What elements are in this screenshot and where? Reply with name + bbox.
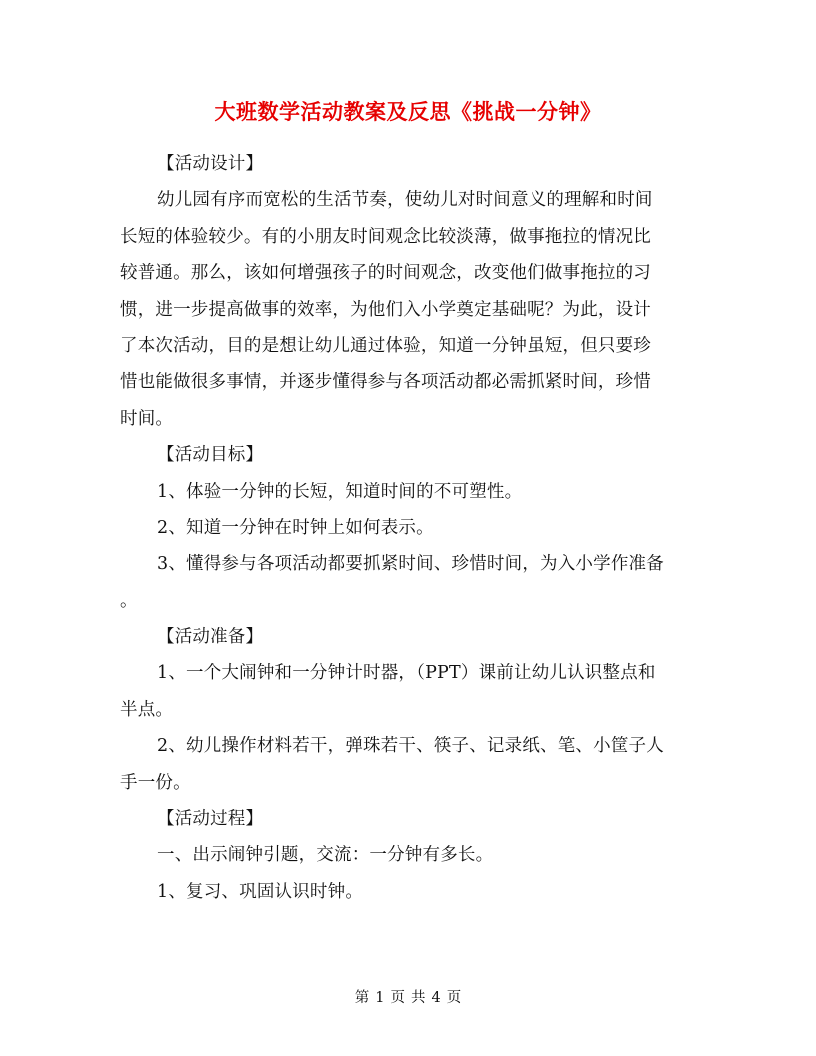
footer-page-current: 1 <box>375 990 385 1006</box>
paragraph-line: 。 <box>120 590 138 611</box>
paragraph-line: 了本次活动，目的是想让幼儿通过体验，知道一分钟虽短，但只要珍 <box>120 335 651 356</box>
paragraph-line: 惜也能做很多事情，并逐步懂得参与各项活动都必需抓紧时间，珍惜 <box>120 372 651 393</box>
paragraph-line: 半点。 <box>120 699 174 720</box>
paragraph-line: 时间。 <box>120 408 174 429</box>
footer-total-unit: 页 <box>446 990 462 1006</box>
document-title: 大班数学活动教案及反思《挑战一分钟》 <box>214 99 602 124</box>
paragraph-line: 2、幼儿操作材料若干，弹珠若干、筷子、记录纸、笔、小筐子人 <box>157 736 664 757</box>
paragraph-line: 1、一个大闹钟和一分钟计时器，（PPT）课前让幼儿认识整点和 <box>157 663 656 684</box>
footer-page-unit: 页 <box>390 990 405 1006</box>
paragraph-line: 3、懂得参与各项活动都要抓紧时间、珍惜时间，为入小学作准备 <box>157 554 664 575</box>
paragraph-line: 2、知道一分钟在时钟上如何表示。 <box>157 517 434 538</box>
footer-total-label: 共 <box>411 990 426 1006</box>
document-body <box>120 146 700 910</box>
footer-page-label: 第 <box>354 990 370 1006</box>
page-footer <box>0 986 816 1007</box>
paragraph-line: 【活动过程】 <box>157 809 264 830</box>
paragraph-line: 1、体验一分钟的长短，知道时间的不可塑性。 <box>157 481 523 502</box>
paragraph-line: 幼儿园有序而宽松的生活节奏，使幼儿对时间意义的理解和时间 <box>157 190 653 211</box>
paragraph-line: 惯，进一步提高做事的效率，为他们入小学奠定基础呢？为此，设计 <box>120 299 651 320</box>
paragraph-line: 【活动设计】 <box>157 154 264 174</box>
footer-page-total: 4 <box>431 990 441 1006</box>
paragraph-line: 手一份。 <box>120 772 191 793</box>
paragraph-line: 一、出示闹钟引题，交流：一分钟有多长。 <box>157 845 494 866</box>
paragraph-line: 较普通。那么，该如何增强孩子的时间观念，改变他们做事拖拉的习 <box>120 263 651 284</box>
paragraph-line: 【活动目标】 <box>157 445 264 466</box>
paragraph-line: 长短的体验较少。有的小朋友时间观念比较淡薄，做事拖拉的情况比 <box>120 226 651 247</box>
paragraph-line: 【活动准备】 <box>157 627 264 648</box>
paragraph-line: 1、复习、巩固认识时钟。 <box>157 881 364 902</box>
